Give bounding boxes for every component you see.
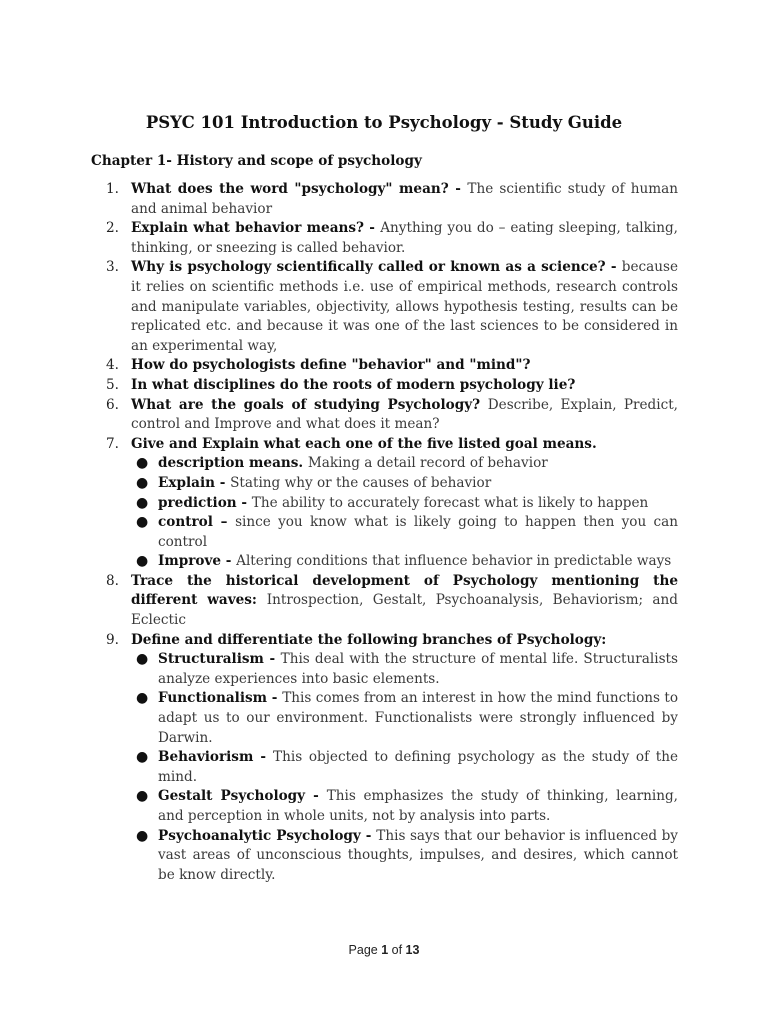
goal-item [136, 474, 678, 494]
list-item [106, 572, 678, 631]
branch-item [136, 827, 678, 886]
item-number: 4. [106, 357, 119, 374]
question-text: What are the goals of studying Psychology? [131, 396, 488, 413]
branch-item [136, 650, 678, 689]
bullet-icon: ● [136, 788, 149, 805]
question-text: Give and Explain what each one of the five listed goal means. [131, 435, 597, 452]
list-item [106, 258, 678, 356]
branch-text: This emphasizes the study of thinking, learning, and perception in whole units, not by analysis into parts. [158, 788, 678, 824]
goal-item [136, 454, 678, 474]
branch-item [136, 748, 678, 787]
question-text: How do psychologists define "behavior" and "mind"? [131, 357, 531, 374]
footer-prefix: Page [348, 943, 382, 957]
branch-item [136, 689, 678, 748]
item-number: 9. [106, 631, 119, 648]
goal-item [136, 513, 678, 552]
goal-term: prediction - [158, 494, 252, 511]
question-text: Define and differentiate the following branches of Psychology: [131, 631, 607, 648]
list-item [106, 180, 678, 219]
question-text: Trace the historical development of Psychology mentioning the different waves: [131, 572, 678, 609]
branch-item [136, 787, 678, 826]
bullet-icon: ● [136, 474, 149, 491]
chapter-heading: Chapter 1- History and scope of psychology [91, 153, 422, 169]
item-number: 2. [106, 220, 119, 237]
bullet-icon: ● [136, 690, 149, 707]
goal-text: Stating why or the causes of behavior [230, 474, 492, 491]
list-item [106, 376, 678, 396]
answer-text: because it relies on scientific methods i.e. use of empirical methods, research controls and manipulate variables, objectivity, allows hypothesis testing, results can be replicated etc. and because it was one of the last sciences to be considered in an experimental way, [131, 259, 678, 354]
goal-term: control – [158, 514, 236, 531]
question-text: Explain what behavior means? - [131, 220, 381, 237]
page-footer [0, 943, 768, 957]
goal-text: The ability to accurately forecast what is likely to happen [251, 494, 649, 511]
goal-item [136, 494, 678, 514]
question-text: What does the word "psychology" mean? - [131, 181, 468, 197]
branch-term: Gestalt Psychology - [158, 788, 327, 805]
bullet-icon: ● [136, 455, 149, 472]
item-number: 7. [106, 435, 119, 452]
branch-text: This deal with the structure of mental life. Structuralists analyze experiences into basic elements. [158, 651, 678, 687]
branch-term: Behaviorism - [158, 749, 274, 766]
goal-sublist [131, 454, 678, 572]
question-list [0, 180, 768, 885]
total-page-count: 13 [405, 943, 420, 957]
branch-term: Functionalism - [158, 690, 283, 707]
branch-term: Psychoanalytic Psychology - [158, 827, 377, 844]
list-item [106, 219, 679, 258]
item-number: 3. [106, 259, 119, 276]
answer-text: Anything you do – eating sleeping, talking, thinking, or sneezing is called behavior. [131, 220, 679, 256]
branch-text: This objected to defining psychology as the study of the mind. [158, 749, 678, 785]
question-text: Why is psychology scientifically called or known as a science? - [131, 259, 622, 276]
question-text: In what disciplines do the roots of modern psychology lie? [131, 376, 576, 393]
page-title: PSYC 101 Introduction to Psychology - Study Guide [145, 113, 623, 132]
list-item [106, 435, 678, 455]
bullet-icon: ● [136, 494, 149, 511]
goal-term: Improve - [158, 553, 237, 570]
bullet-icon: ● [136, 651, 149, 668]
list-item [106, 631, 678, 651]
current-page-number: 1 [381, 943, 389, 957]
item-number: 1. [106, 181, 119, 197]
answer-text: Describe, Explain, Predict, control and Improve and what does it mean? [131, 396, 678, 433]
item-number: 6. [106, 396, 119, 413]
bullet-icon: ● [136, 827, 149, 844]
answer-text: The scientific study of human and animal behavior [131, 181, 678, 217]
goal-text: since you know what is likely going to happen then you can control [158, 514, 678, 550]
footer-middle: of [388, 943, 406, 957]
bullet-icon: ● [136, 553, 149, 570]
branch-text: This says that our behavior is influenced by vast areas of unconscious thoughts, impulses, and desires, which cannot be know directly. [158, 827, 678, 883]
item-number: 8. [106, 572, 119, 589]
goal-item [136, 552, 678, 572]
branch-text: This comes from an interest in how the mind functions to adapt us to our environment. Functionalists were strongly influenced by Darwin. [158, 690, 678, 746]
list-item [106, 396, 678, 435]
goal-term: Explain - [158, 474, 231, 491]
branch-sublist [131, 650, 678, 885]
bullet-icon: ● [136, 749, 149, 766]
answer-text: Introspection, Gestalt, Psychoanalysis, Behaviorism; and Eclectic [131, 592, 678, 629]
goal-term: description means. [158, 455, 308, 472]
goal-text: Making a detail record of behavior [307, 455, 548, 472]
list-item [106, 356, 678, 376]
branch-term: Structuralism - [158, 651, 281, 668]
bullet-icon: ● [136, 514, 149, 531]
item-number: 5. [106, 376, 119, 393]
goal-text: Altering conditions that influence behavior in predictable ways [236, 553, 672, 570]
